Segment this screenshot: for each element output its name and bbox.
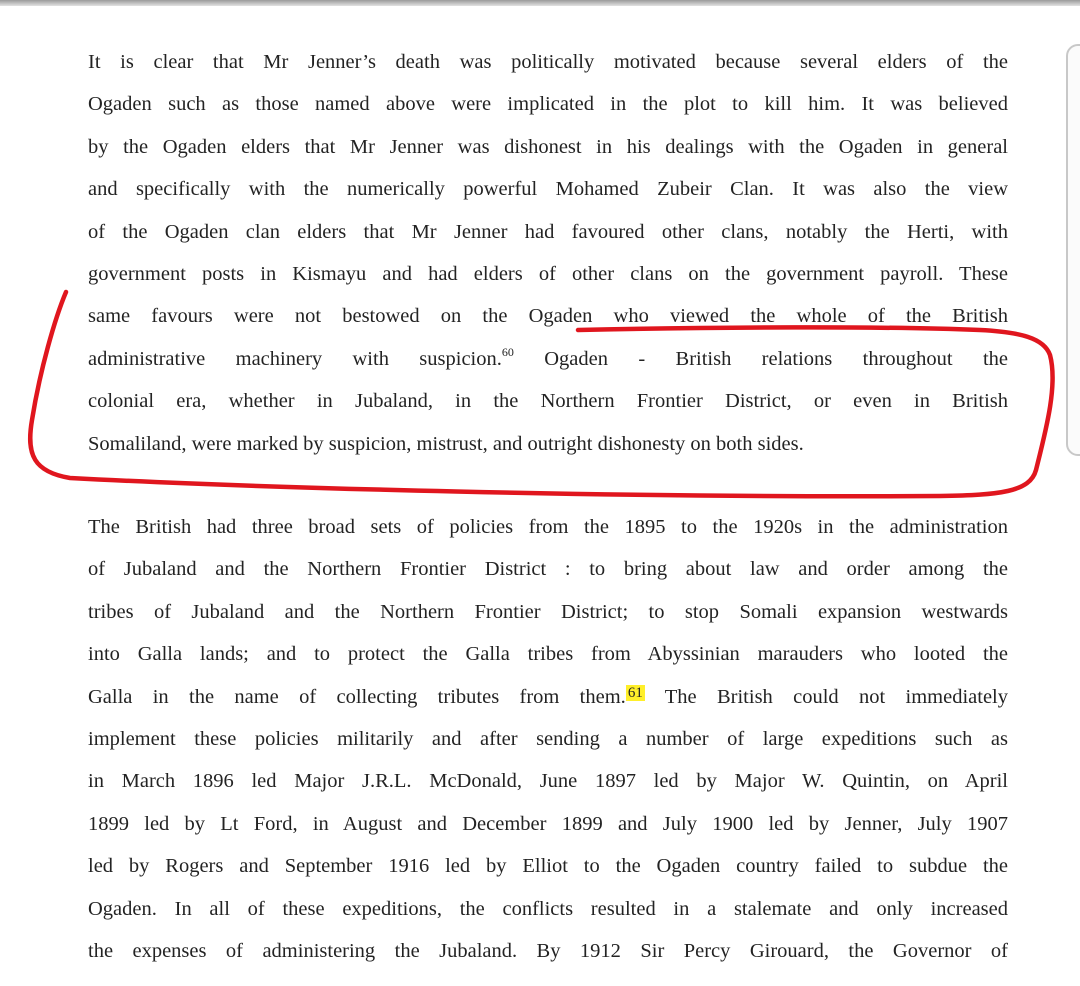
- text-line: government posts in Kismayu and had elders of other clans on the government payroll. These: [88, 262, 1008, 285]
- footnote-marker-61-highlighted: 61: [627, 684, 643, 701]
- text-line: and specifically with the numerically powerful Mohamed Zubeir Clan. It was also the view: [88, 178, 1008, 201]
- text-line: The British had three broad sets of policies from the 1895 to the 1920s in the administration: [88, 516, 1008, 538]
- text-line: 1899 led by Lt Ford, in August and December 1899 and July 1900 led by Jenner, July 1907: [88, 812, 1008, 835]
- text-line: Ogaden such as those named above were implicated in the plot to kill him. It was believed: [88, 93, 1008, 116]
- text-line: implement these policies militarily and after sending a number of large expeditions such as: [88, 727, 1008, 750]
- text-line: of the Ogaden clan elders that Mr Jenner had favoured other clans, notably the Herti, with: [88, 220, 1008, 243]
- text-line: the expenses of administering the Jubaland. By 1912 Sir Percy Girouard, the Governor of: [88, 939, 1008, 962]
- text-line: colonial era, whether in Jubaland, in the Northern Frontier District, or even in British: [88, 390, 1008, 413]
- text-line: same favours were not bestowed on the Ogaden who viewed the whole of the British: [88, 305, 1008, 328]
- text-fragment: The British could not immediately: [644, 685, 1009, 708]
- text-line: by the Ogaden elders that Mr Jenner was dishonest in his dealings with the Ogaden in general: [88, 135, 1008, 158]
- paragraph-1: [88, 41, 1008, 465]
- text-line: in March 1896 led Major J.R.L. McDonald, June 1897 led by Major W. Quintin, on April: [88, 770, 1008, 793]
- text-fragment: Galla in the name of collecting tributes from them.: [88, 685, 626, 708]
- text-line: tribes of Jubaland and the Northern Frontier District; to stop Somali expansion westwards: [88, 600, 1008, 623]
- text-line: Somaliland, were marked by suspicion, mistrust, and outright dishonesty on both sides.: [88, 432, 804, 455]
- text-fragment: Ogaden - British relations throughout the: [513, 347, 1008, 370]
- text-fragment: administrative machinery with suspicion.: [88, 347, 502, 370]
- text-line: [88, 338, 1008, 380]
- footnote-marker-60: 60: [501, 344, 514, 359]
- text-line: led by Rogers and September 1916 led by Elliot to the Ogaden country failed to subdue the: [88, 855, 1008, 878]
- scrollbar-track[interactable]: [1066, 44, 1080, 456]
- text-line: [88, 676, 1008, 718]
- text-line: of Jubaland and the Northern Frontier District : to bring about law and order among the: [88, 558, 1008, 581]
- top-divider: [0, 0, 1080, 6]
- text-line: It is clear that Mr Jenner’s death was politically motivated because several elders of the: [88, 51, 1008, 73]
- text-line: into Galla lands; and to protect the Galla tribes from Abyssinian marauders who looted the: [88, 643, 1008, 666]
- text-line: Ogaden. In all of these expeditions, the conflicts resulted in a stalemate and only increased: [88, 897, 1008, 920]
- paragraph-2: [88, 506, 1008, 972]
